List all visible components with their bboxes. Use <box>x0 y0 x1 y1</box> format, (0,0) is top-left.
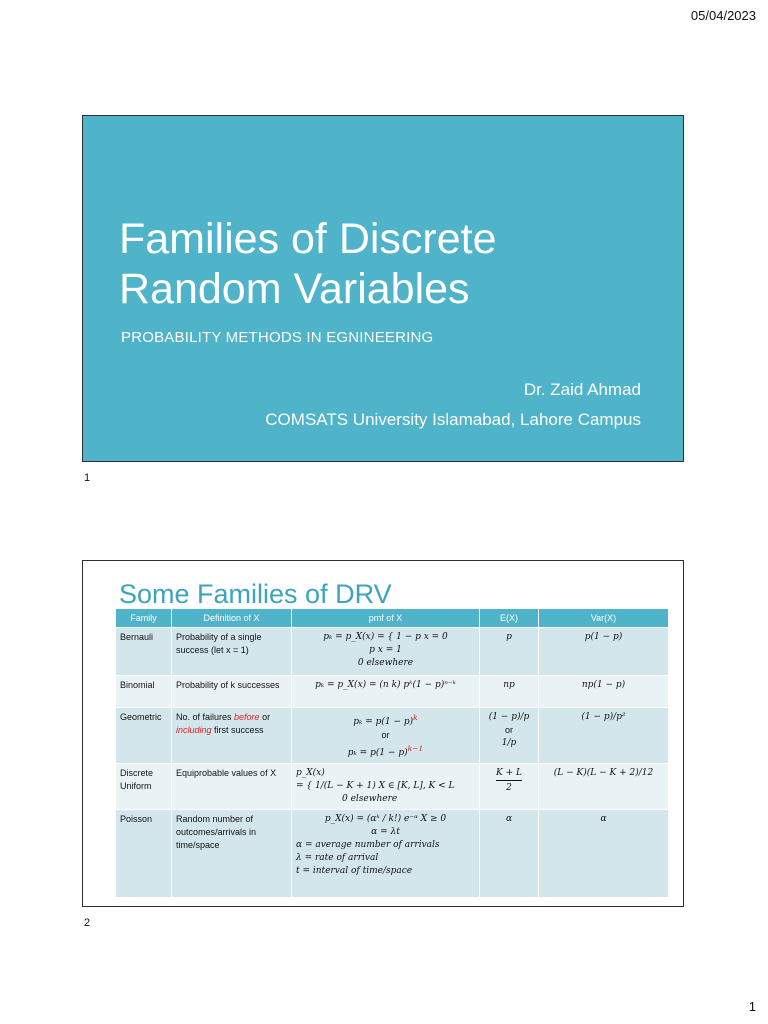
mean-line: (1 − p)/p <box>488 712 530 722</box>
mean-denominator: 2 <box>496 780 522 795</box>
variance-cell: (1 − p)/p² <box>539 708 669 764</box>
table-header-row <box>116 609 669 628</box>
variance-cell: np(1 − p) <box>539 676 669 708</box>
variance-cell: (L − K)(L − K + 2)/12 <box>539 764 669 810</box>
table-row <box>116 676 669 708</box>
pmf-note: t = interval of time/space <box>296 866 413 876</box>
pmf-line <box>296 711 475 729</box>
definition-cell: Equiprobable values of X <box>172 764 292 810</box>
table-row <box>116 628 669 676</box>
title-line-2: Random Variables <box>119 265 470 313</box>
definition-cell: Probability of a single success (let x = 1) <box>172 628 292 676</box>
drv-table <box>115 608 669 898</box>
header-mean: E(X) <box>480 609 539 628</box>
pmf-line: p x = 1 <box>369 645 402 655</box>
slide2-title: Some Families of DRV <box>119 579 392 609</box>
pmf-line: p_X(x) <box>296 768 325 778</box>
definition-cell: Probability of k successes <box>172 676 292 708</box>
family-cell: Discrete Uniform <box>116 764 172 810</box>
pmf-cell <box>292 676 480 708</box>
title-slide <box>82 115 684 462</box>
table-row <box>116 810 669 898</box>
definition-text: or <box>259 712 271 722</box>
mean-cell <box>480 708 539 764</box>
definition-text: first success <box>211 725 264 735</box>
definition-cell <box>172 708 292 764</box>
family-cell: Bernauli <box>116 628 172 676</box>
slide1-subtitle: PROBABILITY METHODS IN EGNINEERING <box>121 329 434 346</box>
pmf-exponent: k <box>413 713 418 722</box>
definition-cell: Random number of outcomes/arrivals in time/space <box>172 810 292 898</box>
family-cell: Binomial <box>116 676 172 708</box>
page-number: 1 <box>748 999 756 1014</box>
family-cell: Poisson <box>116 810 172 898</box>
pmf-cell <box>292 764 480 810</box>
pmf-base: pₖ = p(1 − p) <box>353 717 414 727</box>
mean-cell: α <box>480 810 539 898</box>
family-cell: Geometric <box>116 708 172 764</box>
emphasis-before: before <box>234 712 260 722</box>
pmf-cell <box>292 628 480 676</box>
variance-cell: p(1 − p) <box>539 628 669 676</box>
slide1-author: Dr. Zaid Ahmad <box>523 380 641 399</box>
pmf-line: pₖ = p_X(x) = (n k) pᵏ(1 − p)ⁿ⁻ᵏ <box>315 680 456 690</box>
slide2-number: 2 <box>84 917 91 929</box>
slide1-title <box>119 214 497 314</box>
title-line-1: Families of Discrete <box>119 215 497 263</box>
pmf-base: pₖ = p(1 − p) <box>347 748 408 758</box>
pmf-line: 0 elsewhere <box>357 658 414 668</box>
pmf-cell <box>292 708 480 764</box>
mean-cell: np <box>480 676 539 708</box>
pmf-line: pₖ = p_X(x) = { 1 − p x = 0 <box>323 632 448 642</box>
pmf-or: or <box>381 730 390 740</box>
pmf-line: 0 elsewhere <box>342 794 398 804</box>
mean-numerator: K + L <box>496 768 522 778</box>
variance-cell: α <box>539 810 669 898</box>
mean-or: or <box>504 725 513 735</box>
mean-cell <box>480 764 539 810</box>
header-variance: Var(X) <box>539 609 669 628</box>
emphasis-including: including <box>176 725 212 735</box>
pmf-note: λ = rate of arrival <box>296 853 379 863</box>
pmf-note: α = average number of arrivals <box>296 840 440 850</box>
header-pmf: pmf of X <box>292 609 480 628</box>
slide1-number: 1 <box>84 472 91 484</box>
pmf-line: α = λt <box>371 827 400 837</box>
pmf-line <box>296 742 475 760</box>
table-row <box>116 708 669 764</box>
pmf-line: p_X(x) = (αᵏ / k!) e⁻ᵅ X ≥ 0 <box>324 814 447 824</box>
definition-text: No. of failures <box>176 712 235 722</box>
header-definition: Definition of X <box>172 609 292 628</box>
header-family: Family <box>116 609 172 628</box>
mean-cell: p <box>480 628 539 676</box>
pmf-line: = { 1/(L − K + 1) X ∈ [K, L], K < L <box>296 781 455 791</box>
slide1-institution: COMSATS University Islamabad, Lahore Campus <box>265 410 641 429</box>
print-date: 05/04/2023 <box>690 8 756 23</box>
pmf-exponent: k−1 <box>407 744 424 753</box>
table-slide <box>82 560 684 907</box>
mean-line: 1/p <box>501 738 517 748</box>
pmf-cell <box>292 810 480 898</box>
table-row <box>116 764 669 810</box>
